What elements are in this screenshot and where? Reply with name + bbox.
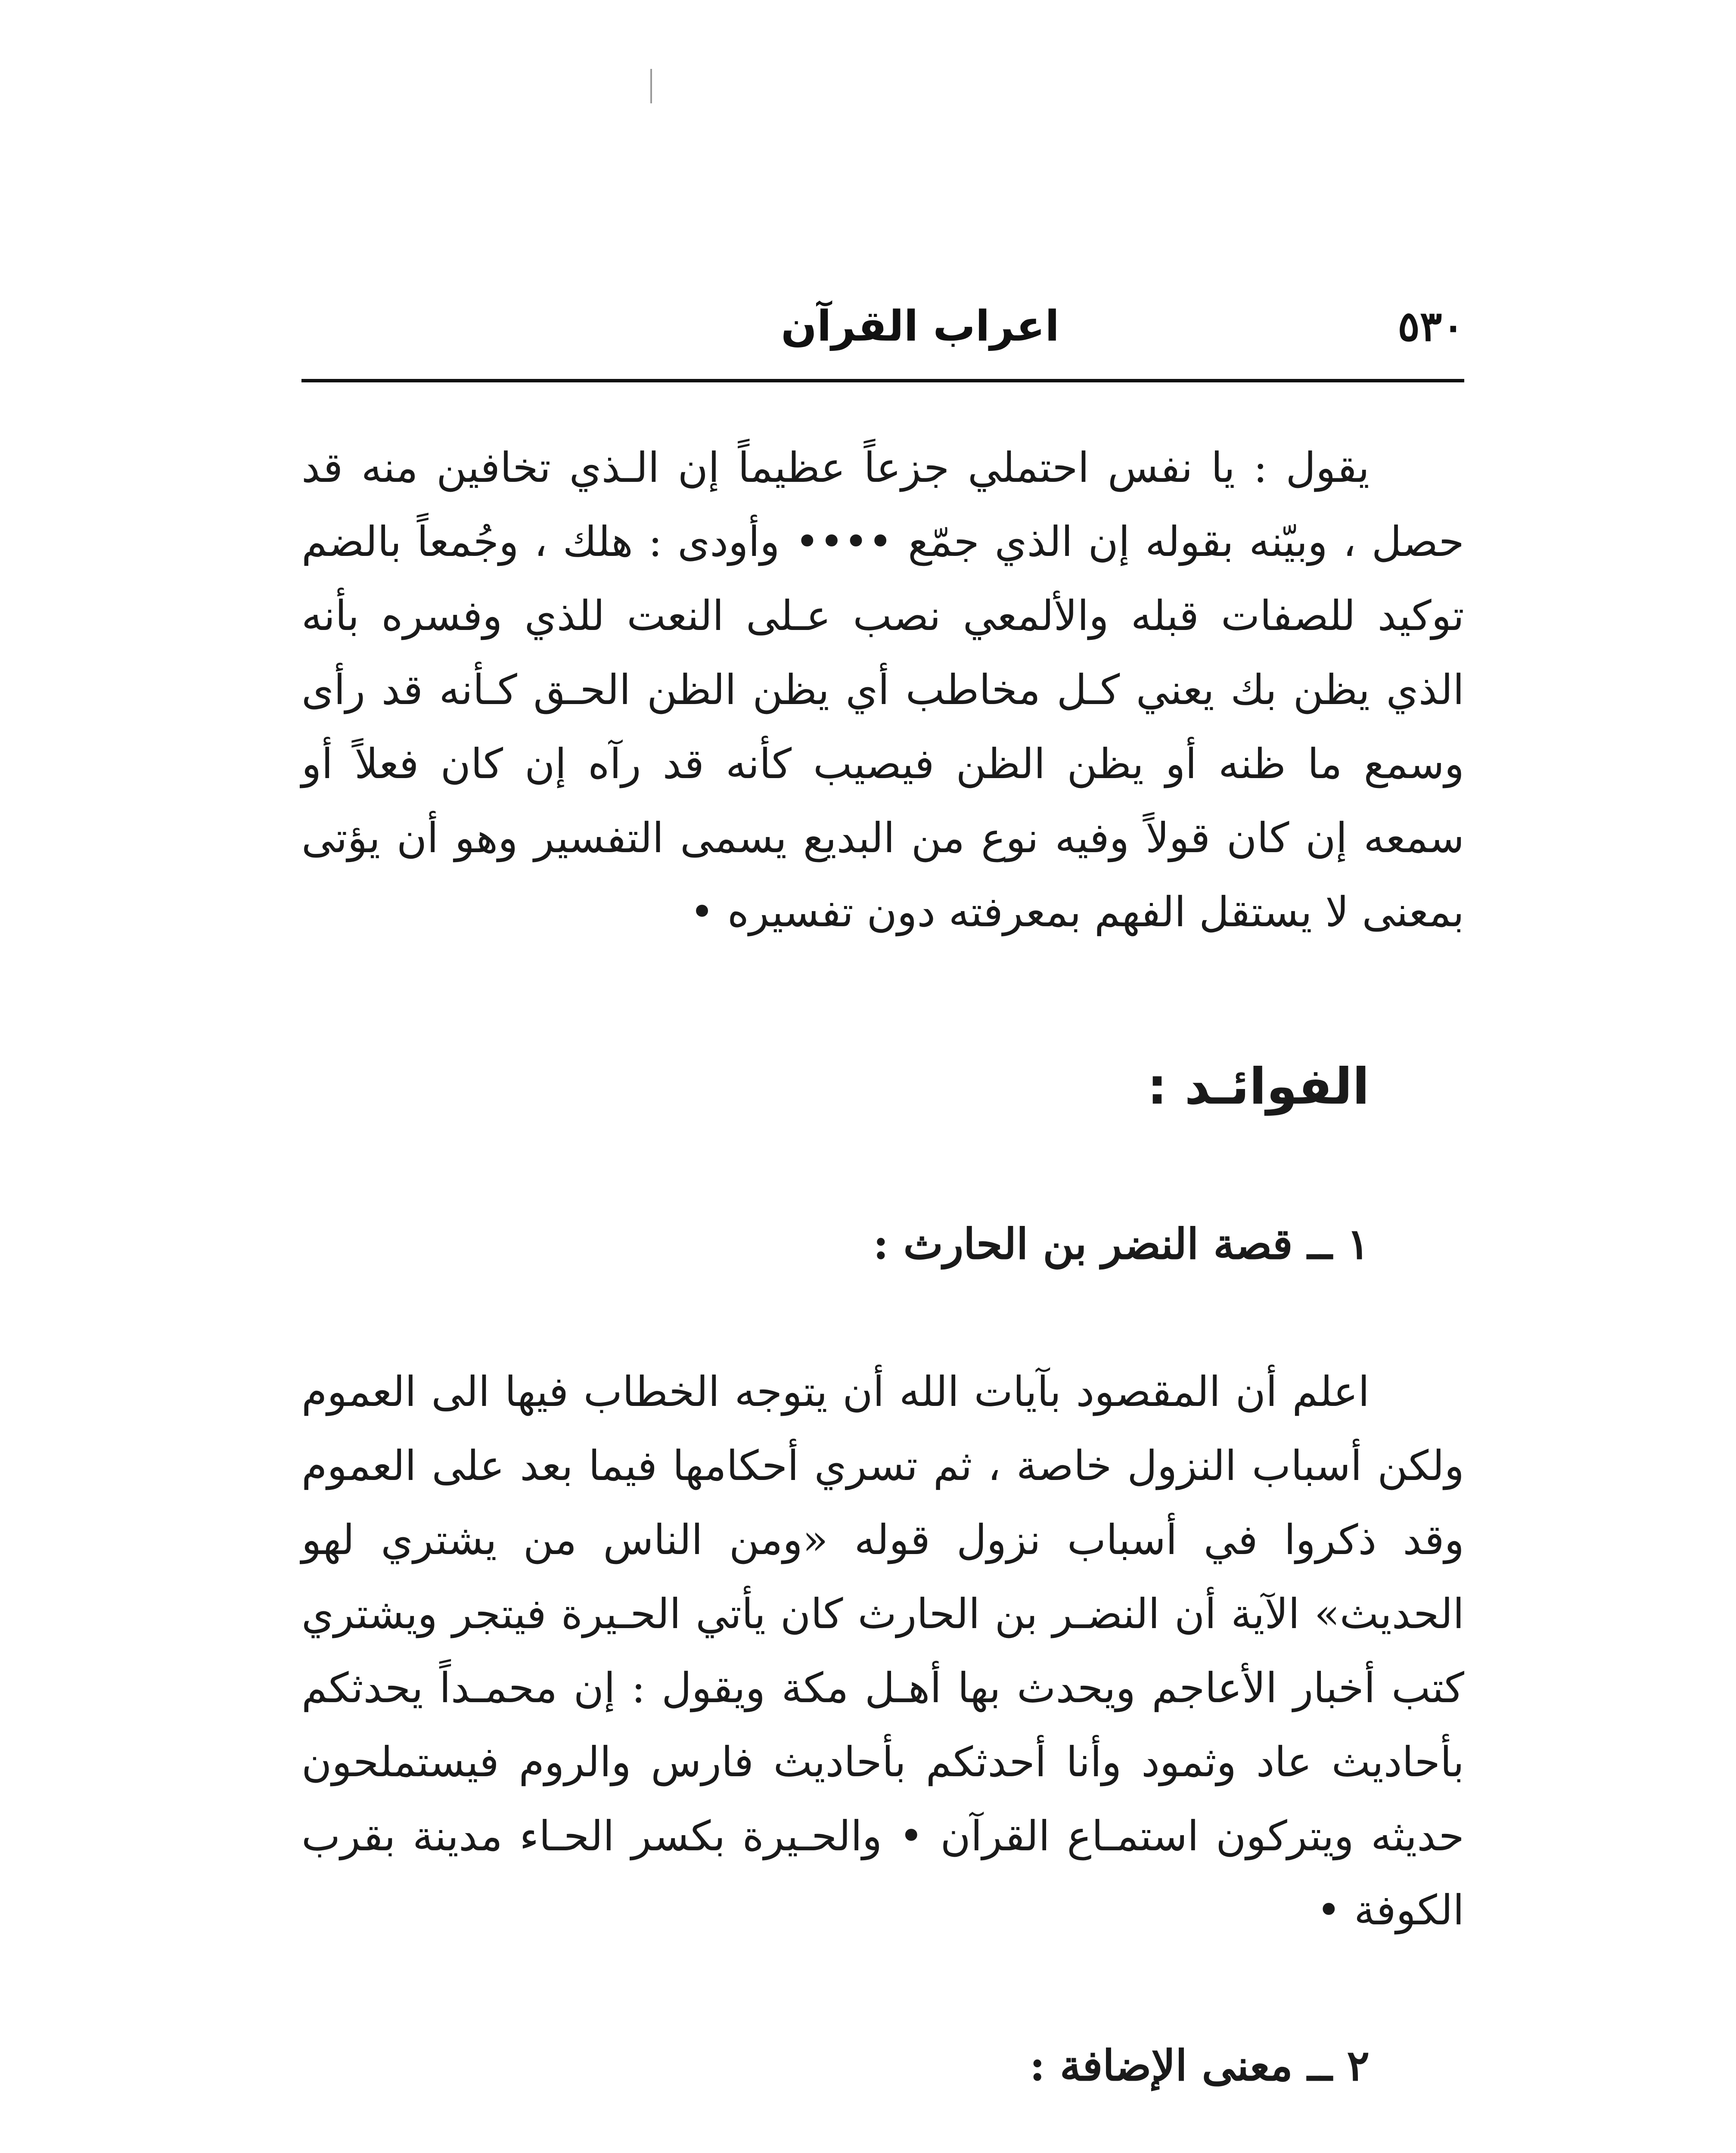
running-title: اعراب القرآن xyxy=(781,302,1059,351)
header-rule xyxy=(301,379,1464,382)
page-number: ٥٣٠ xyxy=(1397,302,1464,351)
intro-paragraph: يقول : يا نفس احتملي جزعاً عظيماً إن الـذي تخافين منه قد حصل ، وبيّنه بقوله إن الذي جمّع •••• وأودى : هلك ، وجُمعاً بالضم توكيد للصفات قبله والألمعي نصب عـلى النعت للذي وفسره بأنه الذي يظن بك يعني كـل مخاطب أي يظن الظن الحـق كـأنه قد رأى وسمع ما ظنه أو يظن الظن فيصيب كأنه قد رآه إن كان فعلاً أو سمعه إن كان قولاً وفيه نوع من البديع يسمى التفسير وهو أن يؤتى بمعنى لا يستقل الفهم بمعرفته دون تفسيره • xyxy=(301,444,1464,936)
item-2-heading: ٢ ــ معنى الإضافة : xyxy=(1029,2041,1370,2091)
benefits-heading: الفوائـد : xyxy=(1147,1058,1370,1116)
binding-mark xyxy=(650,69,652,103)
item-1-paragraph: اعلم أن المقصود بآيات الله أن يتوجه الخطاب فيها الى العموم ولكن أسباب النزول خاصة ، ثم تسري أحكامها فيما بعد على العموم وقد ذكروا في أسباب نزول قوله «ومن الناس من يشتري لهو الحديث» الآية أن النضـر بن الحارث كان يأتي الحـيرة فيتجر ويشتري كتب أخبار الأعاجم ويحدث بها أهـل مكة ويقول : إن محمـداً يحدثكم بأحاديث عاد وثمود وأنا أحدثكم بأحاديث فارس والروم فيستملحون حديثه ويتركون استمـاع القرآن • والحـيرة بكسر الحـاء مدينة بقرب الكوفة • xyxy=(301,1368,1465,1934)
page-header xyxy=(301,293,1464,370)
page-body xyxy=(301,431,1464,2153)
item-1-heading: ١ ــ قصة النضر بن الحارث : xyxy=(873,1219,1370,1269)
